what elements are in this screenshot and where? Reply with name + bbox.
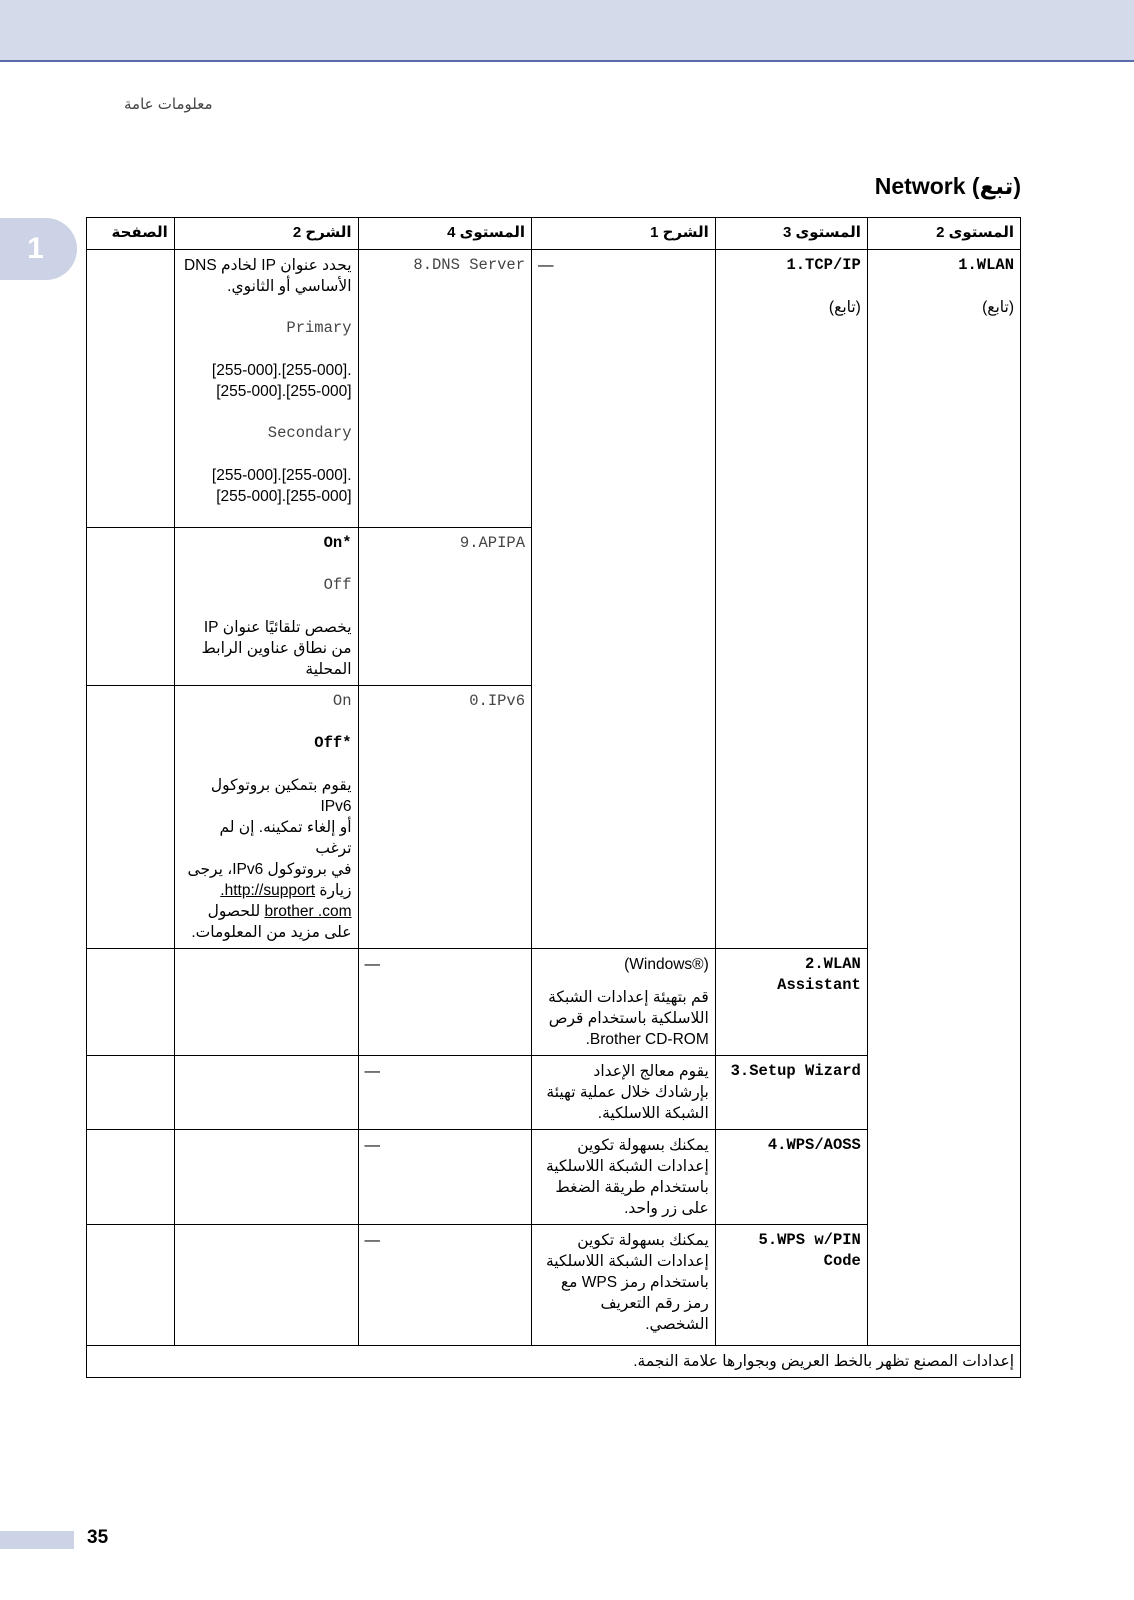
page-cell	[87, 949, 175, 1056]
apipa-on-option: On*	[323, 534, 352, 552]
desc2-cell	[174, 1225, 358, 1346]
desc2-cell	[174, 528, 358, 686]
level2-wlan	[867, 250, 1020, 1346]
level3-wps-aoss: 4.WPS/AOSS	[715, 1130, 867, 1225]
ipv6-description-line	[181, 901, 352, 922]
table-header-row	[87, 218, 1021, 250]
header-level2: المستوى 2	[867, 218, 1020, 250]
page-cell	[87, 1130, 175, 1225]
ipv6-off-option: Off*	[314, 734, 352, 752]
support-link-part2[interactable]: brother .com	[264, 903, 352, 920]
desc1-wps-pin: يمكنك بسهولة تكوين إعدادات الشبكة اللاسلكية باستخدام رمز WPS مع رمز رقم التعريف الشخصي.	[532, 1225, 716, 1346]
table-footnote-row	[87, 1346, 1021, 1378]
apipa-off-option: Off	[323, 576, 352, 594]
dash-mark: —	[364, 1137, 381, 1154]
page-cell	[87, 686, 175, 949]
top-band	[0, 0, 1134, 62]
wlan-assistant-os: (Windows®)	[624, 956, 709, 973]
page-number: 35	[87, 1527, 109, 1548]
desc1-setup-wizard: يقوم معالج الإعداد بإرشادك خلال عملية تهيئة الشبكة اللاسلكية.	[532, 1056, 716, 1130]
level4-cell	[358, 1056, 532, 1130]
apipa-description: يخصص تلقائيًا عنوان IP من نطاق عناوين الرابط المحلية	[201, 619, 352, 678]
dash-mark: —	[364, 1232, 381, 1249]
desc2-cell	[174, 1130, 358, 1225]
level4-ipv6: 0.IPv6	[358, 686, 532, 949]
level3-continued: (تابع)	[828, 299, 861, 316]
header-desc2: الشرح 2	[174, 218, 358, 250]
ipv6-description-line: على مزيد من المعلومات.	[191, 924, 352, 941]
header-page: الصفحة	[87, 218, 175, 250]
level3-wlan-assistant: 2.WLAN Assistant	[715, 949, 867, 1056]
dns-primary-value-2: [255-000].[255-000]	[216, 383, 352, 400]
wlan-assistant-description: قم بتهيئة إعدادات الشبكة اللاسلكية باستخدام قرص Brother CD-ROM.	[548, 989, 709, 1048]
desc2-cell	[174, 949, 358, 1056]
ipv6-visit-text: زيارة	[315, 882, 352, 899]
dash-mark: —	[364, 1063, 381, 1080]
ipv6-description-line: يقوم بتمكين بروتوكول IPv6	[210, 777, 352, 815]
ipv6-description-line	[181, 880, 352, 901]
header-desc1: الشرح 1	[532, 218, 716, 250]
level3-wps-pin: 5.WPS w/PIN Code	[715, 1225, 867, 1346]
page-cell	[87, 250, 175, 528]
desc2-cell	[174, 686, 358, 949]
level4-cell	[358, 1225, 532, 1346]
chapter-tab: 1	[0, 218, 77, 280]
dns-primary-value-1: [255-000].[255-000].	[211, 362, 352, 379]
dns-secondary-label: Secondary	[267, 424, 352, 442]
header-level4: المستوى 4	[358, 218, 532, 250]
desc2-cell	[174, 250, 358, 528]
section-title: Network (تبع)	[874, 173, 1021, 199]
header-level3: المستوى 3	[715, 218, 867, 250]
level4-dns-server: 8.DNS Server	[358, 250, 532, 528]
dash-mark: —	[538, 257, 554, 274]
level3-setup-wizard: 3.Setup Wizard	[715, 1056, 867, 1130]
desc1-tcpip	[532, 250, 716, 949]
chapter-header: معلومات عامة	[124, 96, 213, 113]
table-row-dns-server	[87, 250, 1021, 528]
ipv6-for-text: للحصول	[207, 903, 265, 920]
table-footnote: إعدادات المصنع تظهر بالخط العريض وبجوارها علامة النجمة.	[87, 1346, 1021, 1378]
page-cell	[87, 528, 175, 686]
ipv6-description-line: أو إلغاء تمكينه. إن لم ترغب	[219, 819, 352, 857]
desc2-cell	[174, 1056, 358, 1130]
dns-secondary-value-2: [255-000].[255-000]	[216, 488, 352, 505]
dash-mark: —	[364, 956, 381, 973]
ipv6-description-line: في بروتوكول IPv6، يرجى	[187, 861, 352, 878]
settings-table	[86, 217, 1021, 1378]
level3-tcpip-code: 1.TCP/IP	[786, 256, 861, 274]
dns-description: يحدد عنوان IP لخادم DNS الأساسي أو الثانوي.	[183, 257, 352, 295]
level2-wlan-code: 1.WLAN	[958, 256, 1014, 274]
dns-primary-label: Primary	[286, 319, 352, 337]
support-link-part1[interactable]: http://support.	[220, 882, 316, 899]
dns-secondary-value-1: [255-000].[255-000].	[211, 467, 352, 484]
level2-continued: (تابع)	[982, 299, 1014, 316]
ipv6-on-option: On	[332, 692, 352, 710]
level4-cell	[358, 949, 532, 1056]
page-cell	[87, 1056, 175, 1130]
level4-apipa: 9.APIPA	[358, 528, 532, 686]
desc1-wps-aoss: يمكنك بسهولة تكوين إعدادات الشبكة اللاسلكية باستخدام طريقة الضغط على زر واحد.	[532, 1130, 716, 1225]
desc1-wlan-assistant	[532, 949, 716, 1056]
page-cell	[87, 1225, 175, 1346]
level4-cell	[358, 1130, 532, 1225]
level3-tcpip	[715, 250, 867, 949]
page-number-bar	[0, 1531, 74, 1549]
